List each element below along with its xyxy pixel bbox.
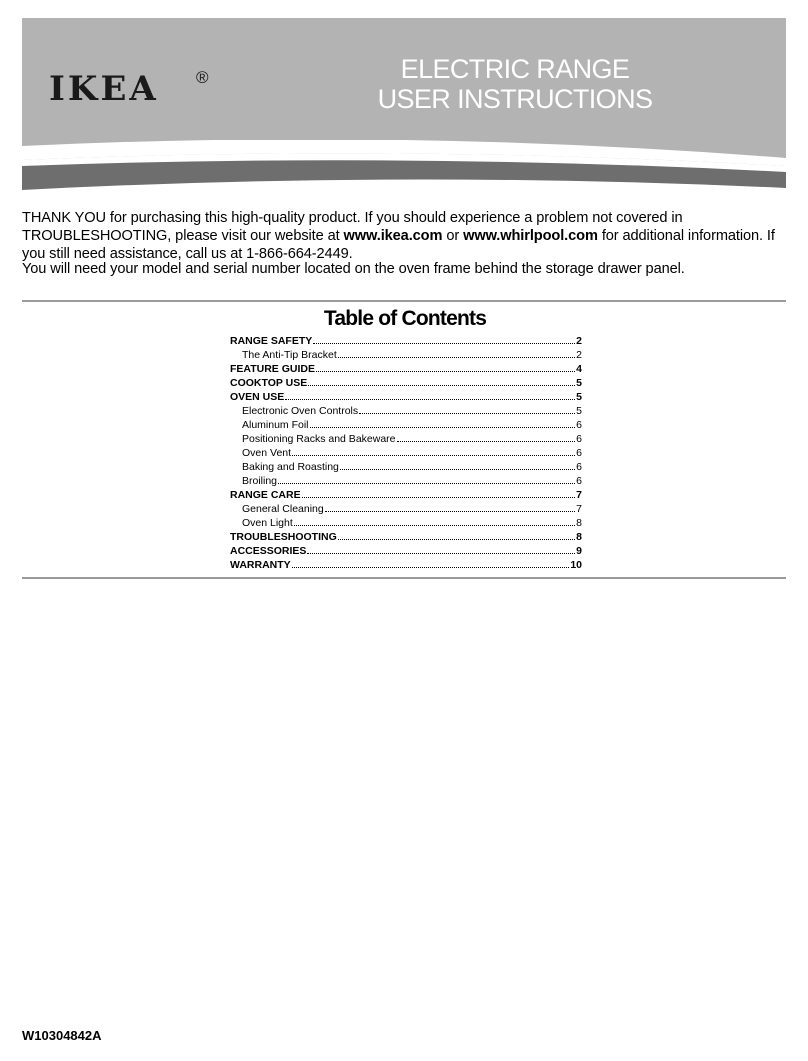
toc-entry-label: Positioning Racks and Bakeware <box>242 433 396 445</box>
intro-text-1: THANK YOU for purchasing this high-quality product. If you should experience a problem not covered in TROUBLESHOOTING, please visit our website at <box>22 210 683 244</box>
toc-leader <box>278 483 575 484</box>
document-number: W10304842A <box>22 1028 102 1043</box>
page-title <box>360 54 670 114</box>
toc-entry[interactable] <box>230 460 582 474</box>
toc-leader <box>308 385 575 386</box>
toc-entry-page: 7 <box>576 489 582 501</box>
divider-bottom <box>22 577 786 579</box>
toc-entry[interactable] <box>230 488 582 502</box>
title-line-2: USER INSTRUCTIONS <box>377 84 653 114</box>
toc-entry-label: Baking and Roasting <box>242 461 339 473</box>
toc-entry-label: Aluminum Foil <box>242 419 309 431</box>
ikea-logo: IKEA <box>49 69 159 109</box>
intro-text-2: or <box>442 228 464 244</box>
toc-entry[interactable] <box>230 558 582 572</box>
toc-heading: Table of Contents <box>323 307 487 330</box>
whirlpool-website-link[interactable]: www.whirlpool.com <box>463 228 598 244</box>
toc-leader <box>285 399 575 400</box>
toc-entry-page: 8 <box>576 531 582 543</box>
toc-entry-page: 10 <box>570 559 582 571</box>
toc-entry-page: 2 <box>576 349 582 361</box>
toc-entry[interactable] <box>230 404 582 418</box>
toc-entry[interactable] <box>230 502 582 516</box>
toc-entry[interactable] <box>230 348 582 362</box>
toc-leader <box>397 441 576 442</box>
toc-leader <box>340 469 575 470</box>
intro-text-3: for additional information. If you still need assistance, call us at 1-866-664-2449. <box>22 228 775 262</box>
toc-entry-page: 6 <box>576 475 582 487</box>
toc-entry-page: 5 <box>576 377 582 389</box>
header-swoosh <box>22 140 786 192</box>
toc-leader <box>292 455 575 456</box>
toc-entry-page: 6 <box>576 419 582 431</box>
toc-leader <box>338 539 575 540</box>
toc-entry-page: 5 <box>576 391 582 403</box>
toc-entry-page: 6 <box>576 447 582 459</box>
toc-entry-label: RANGE SAFETY <box>230 335 313 347</box>
serial-number-note: You will need your model and serial number located on the oven frame behind the storage drawer panel. <box>22 261 685 277</box>
toc-entry-page: 6 <box>576 433 582 445</box>
toc-entry-label: FEATURE GUIDE <box>230 363 315 375</box>
toc-leader <box>338 357 575 358</box>
registered-mark: ® <box>196 68 209 87</box>
toc-entry[interactable] <box>230 334 582 348</box>
toc-leader <box>307 553 575 554</box>
toc-leader <box>316 371 575 372</box>
toc-leader <box>294 525 575 526</box>
toc-entry[interactable] <box>230 446 582 460</box>
toc-leader <box>292 567 570 568</box>
toc-entry-label: COOKTOP USE <box>230 377 308 389</box>
toc-entry-label: Broiling <box>242 475 278 487</box>
toc-entry-label: ACCESSORIES <box>230 545 307 557</box>
toc-entry-label: Oven Light <box>242 517 293 529</box>
toc-entry[interactable] <box>230 390 582 404</box>
title-line-1: ELECTRIC RANGE <box>400 54 630 84</box>
toc-leader <box>359 413 575 414</box>
toc-entry[interactable] <box>230 376 582 390</box>
toc-entry[interactable] <box>230 474 582 488</box>
toc-entry-page: 8 <box>576 517 582 529</box>
toc-entry-label: RANGE CARE <box>230 489 301 501</box>
toc-leader <box>325 511 575 512</box>
divider-top <box>22 300 786 302</box>
table-of-contents <box>230 334 582 572</box>
toc-entry-page: 4 <box>576 363 582 375</box>
toc-entry[interactable] <box>230 362 582 376</box>
toc-entry[interactable] <box>230 544 582 558</box>
toc-entry-label: OVEN USE <box>230 391 285 403</box>
toc-entry-page: 7 <box>576 503 582 515</box>
toc-entry-label: General Cleaning <box>242 503 324 515</box>
toc-entry[interactable] <box>230 530 582 544</box>
toc-entry-label: The Anti-Tip Bracket <box>242 349 337 361</box>
toc-leader <box>310 427 576 428</box>
toc-leader <box>313 343 575 344</box>
toc-entry[interactable] <box>230 418 582 432</box>
toc-entry-label: WARRANTY <box>230 559 291 571</box>
toc-entry-page: 6 <box>576 461 582 473</box>
toc-entry-page: 2 <box>576 335 582 347</box>
toc-entry[interactable] <box>230 516 582 530</box>
toc-entry-label: Electronic Oven Controls <box>242 405 359 417</box>
toc-entry-page: 5 <box>576 405 582 417</box>
toc-leader <box>302 497 576 498</box>
ikea-website-link[interactable]: www.ikea.com <box>343 228 443 244</box>
toc-entry[interactable] <box>230 432 582 446</box>
toc-entry-page: 9 <box>576 545 582 557</box>
intro-paragraph <box>22 209 788 263</box>
toc-entry-label: Oven Vent <box>242 447 292 459</box>
toc-entry-label: TROUBLESHOOTING <box>230 531 337 543</box>
